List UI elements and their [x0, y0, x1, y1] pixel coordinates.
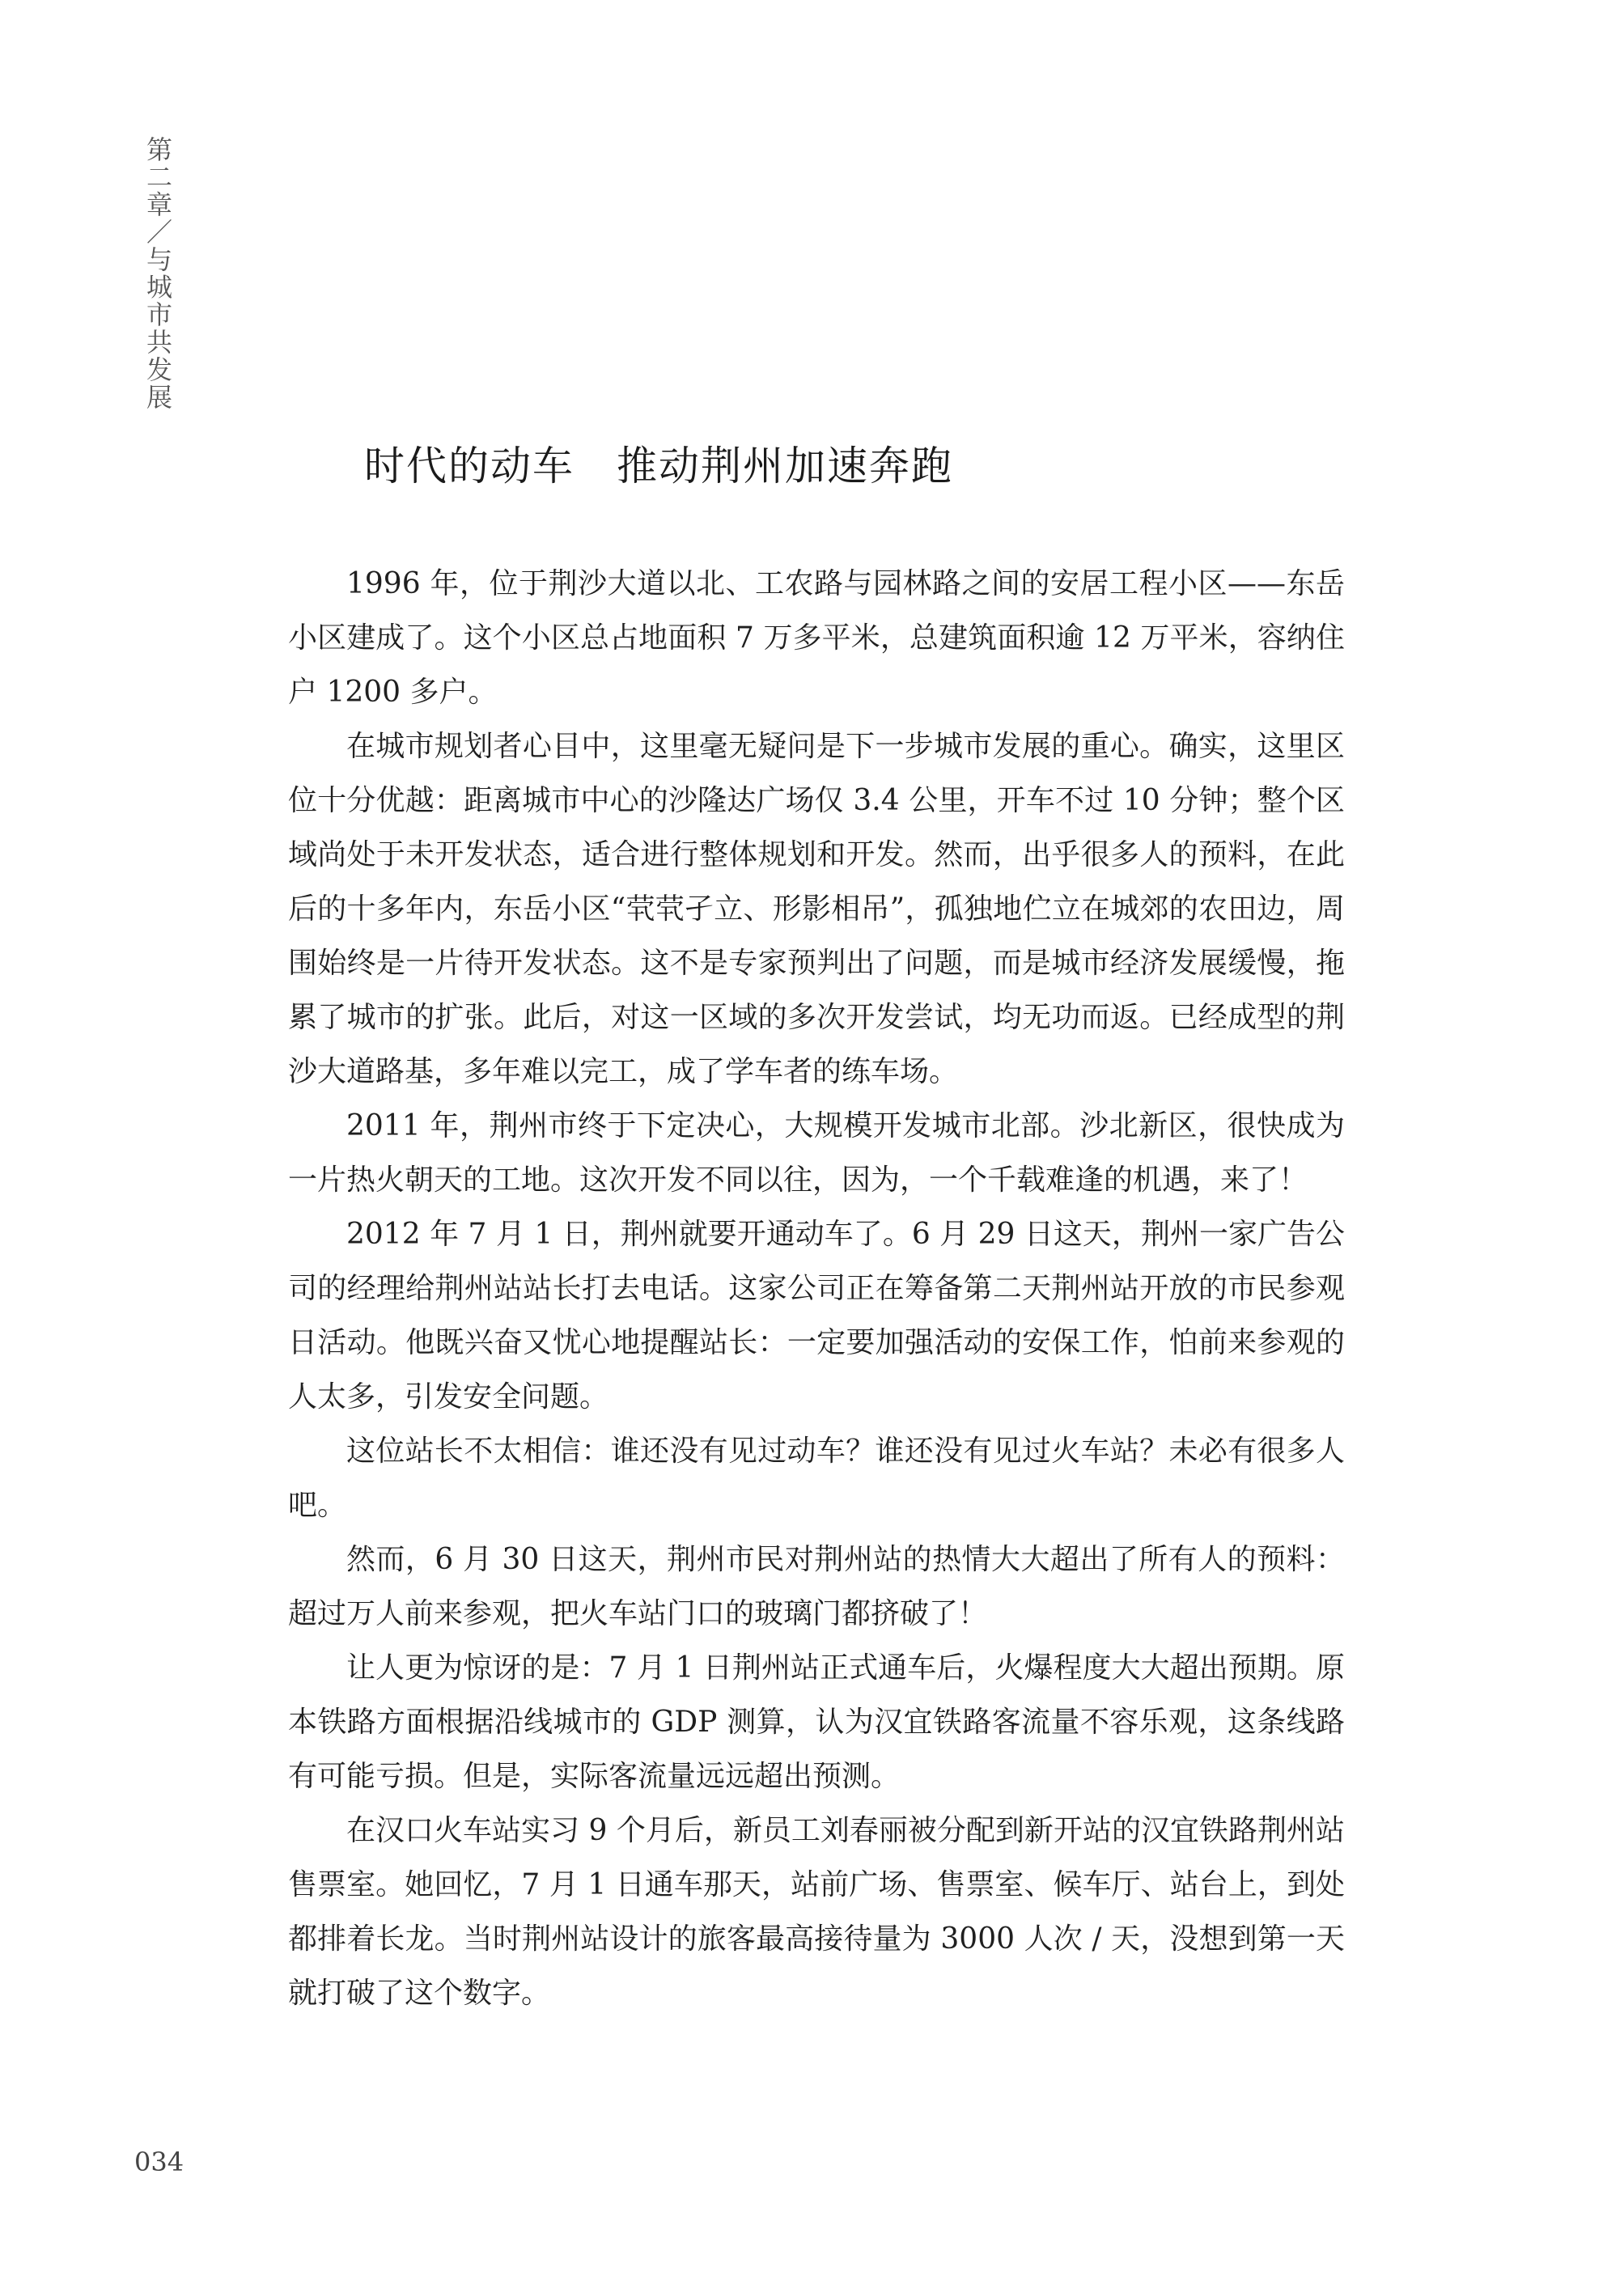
paragraph: 这位站长不太相信：谁还没有见过动车？谁还没有见过火车站？未必有很多人吧。 — [288, 1435, 1345, 1522]
paragraph: 让人更为惊讶的是：7 月 1 日荆州站正式通车后，火爆程度大大超出预期。原本铁路方面根据沿线城市的 GDP 测算，认为汉宜铁路客流量不容乐观，这条线路有可能亏损。但是，实际客流量远远超出预测。 — [288, 1651, 1345, 1793]
section-title: 时代的动车 推动荆州加速奔跑 — [364, 443, 953, 490]
paragraph: 2011 年，荆州市终于下定决心，大规模开发城市北部。沙北新区，很快成为一片热火朝天的工地。这次开发不同以往，因为，一个千载难逢的机遇，来了！ — [288, 1109, 1345, 1197]
paragraph: 然而，6 月 30 日这天，荆州市民对荆州站的热情大大超出了所有人的预料：超过万人前来参观，把火车站门口的玻璃门都挤破了！ — [288, 1543, 1345, 1630]
paragraph: 在汉口火车站实习 9 个月后，新员工刘春丽被分配到新开站的汉宜铁路荆州站售票室。她回忆，7 月 1 日通车那天，站前广场、售票室、候车厅、站台上，到处都排着长龙。当时荆州站设计的旅客最高接待量为 3000 人次 / 天，没想到第一天就打破了这个数字。 — [288, 1814, 1345, 2010]
paragraph: 2012 年 7 月 1 日，荆州就要开通动车了。6 月 29 日这天，荆州一家广告公司的经理给荆州站站长打去电话。这家公司正在筹备第二天荆州站开放的市民参观日活动。他既兴奋又忧心地提醒站长：一定要加强活动的安保工作，怕前来参观的人太多，引发安全问题。 — [288, 1218, 1345, 1414]
paragraph: 在城市规划者心目中，这里毫无疑问是下一步城市发展的重心。确实，这里区位十分优越：距离城市中心的沙隆达广场仅 3.4 公里，开车不过 10 分钟；整个区域尚处于未开发状态，适合进行整体规划和开发。然而，出乎很多人的预料，在此后的十多年内，东岳小区“茕茕孑立、形影相吊”，孤独地伫立在城郊的农田边，周围始终是一片待开发状态。这不是专家预判出了问题，而是城市经济发展缓慢，拖累了城市的扩张。此后，对这一区域的多次开发尝试，均无功而返。已经成型的荆沙大道路基，多年难以完工，成了学车者的练车场。 — [288, 730, 1345, 1088]
body-text — [288, 557, 1345, 2020]
paragraph: 1996 年，位于荆沙大道以北、工农路与园林路之间的安居工程小区——东岳小区建成了。这个小区总占地面积 7 万多平米，总建筑面积逾 12 万平米，容纳住户 1200 多户。 — [288, 567, 1345, 709]
running-head: 第二章／与城市共发展 — [142, 136, 173, 411]
page-number: 034 — [134, 2147, 184, 2177]
